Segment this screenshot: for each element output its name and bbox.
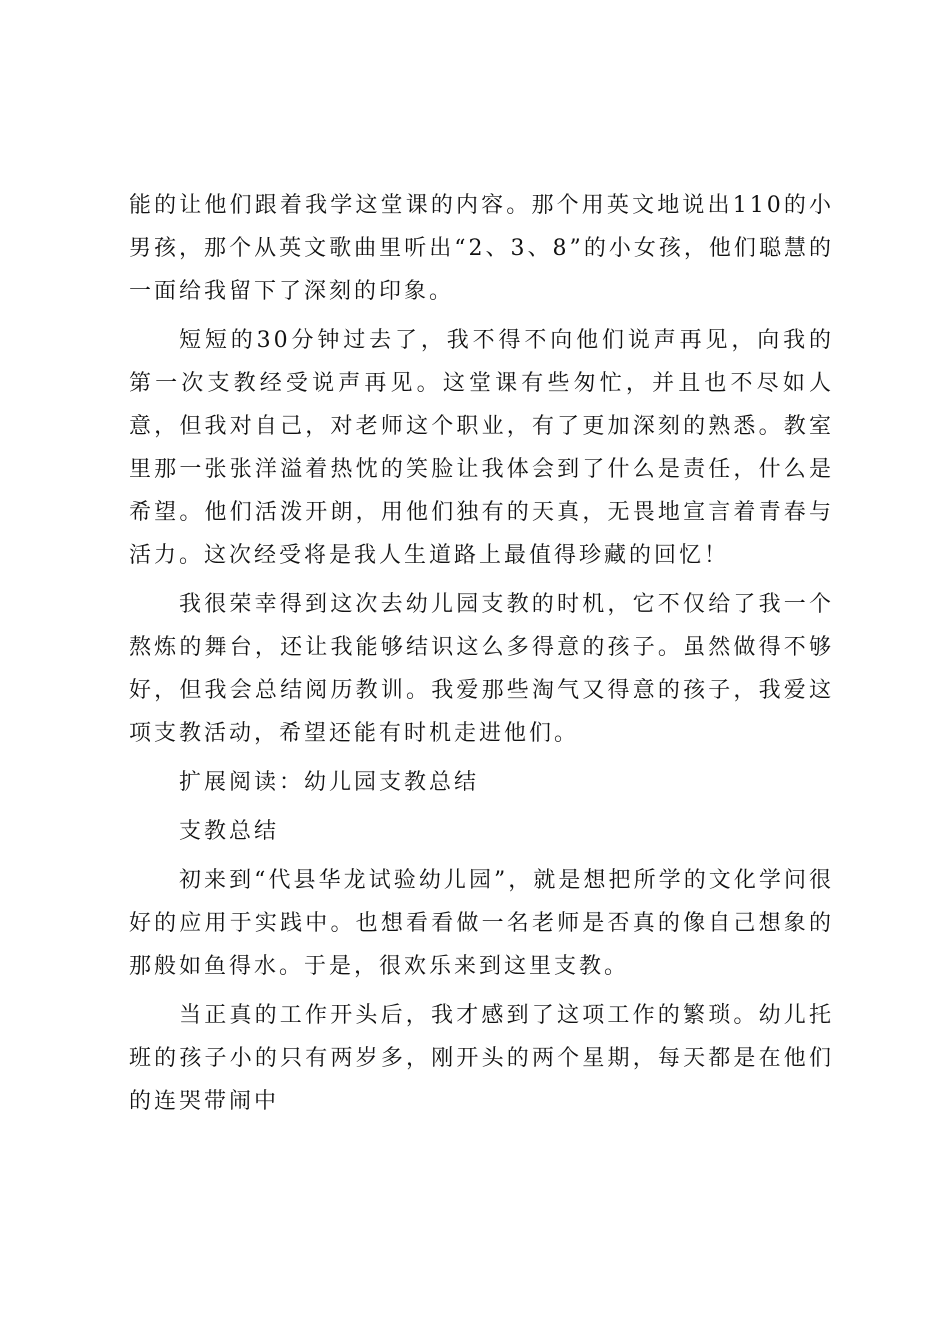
paragraph-honored: 我很荣幸得到这次去幼儿园支教的时机，它不仅给了我一个熬炼的舞台，还让我能够结识这么多得意的孩子。虽然做得不够好，但我会总结阅历教训。我爱那些淘气又得意的孩子，我爱这项支教活动，希望还能有时机走进他们。 (129, 592, 834, 746)
paragraph-thirty-minutes: 短短的30分钟过去了，我不得不向他们说声再见，向我的第一次支教经受说声再见。这堂课有些匆忙，并且也不尽如人意，但我对自己，对老师这个职业，有了更加深刻的熟悉。教室里那一张张洋溢着热忱的笑脸让我体会到了什么是责任，什么是希望。他们活泼开朗，用他们独有的天真，无畏地宣言着青春与活力。这次经受将是我人生道路上最值得珍藏的回忆！ (129, 328, 834, 568)
document-body (129, 184, 834, 1123)
section-title: 支教总结 (179, 819, 280, 844)
extended-reading-heading: 扩展阅读：幼儿园支教总结 (179, 770, 480, 795)
paragraph-arrival: 初来到“代县华龙试验幼儿园”，就是想把所学的文化学问很好的应用于实践中。也想看看做一名老师是否真的像自己想象的那般如鱼得水。于是，很欢乐来到这里支教。 (129, 868, 834, 979)
paragraph-continuation: 能的让他们跟着我学这堂课的内容。那个用英文地说出110的小男孩，那个从英文歌曲里听出“2、3、8”的小女孩，他们聪慧的一面给我留下了深刻的印象。 (129, 193, 834, 304)
paragraph-work-start: 当正真的工作开头后，我才感到了这项工作的繁琐。幼儿托班的孩子小的只有两岁多，刚开头的两个星期，每天都是在他们的连哭带闹中 (129, 1003, 834, 1114)
